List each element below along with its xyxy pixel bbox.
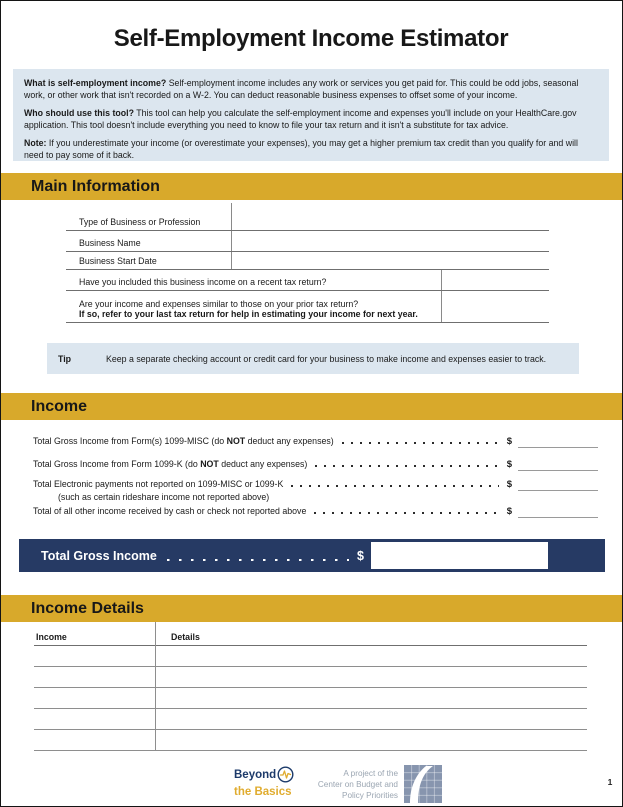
amount-cash-check-input[interactable]	[518, 505, 598, 518]
intro-lead-who: Who should use this tool?	[24, 107, 134, 118]
dot-leader	[291, 485, 498, 487]
total-gross-income-bar	[19, 539, 605, 572]
question-label	[66, 291, 441, 322]
dollar-sign: $	[506, 479, 512, 490]
question-row-similar-income	[66, 291, 549, 323]
dollar-sign: $	[357, 548, 364, 563]
recent-tax-return-input[interactable]	[441, 270, 549, 290]
dot-leader	[315, 465, 498, 467]
income-details-row[interactable]	[34, 646, 587, 667]
attribution-line: Center on Budget and	[317, 780, 398, 790]
column-header-income: Income	[36, 632, 67, 642]
dollar-sign: $	[506, 459, 512, 470]
income-row-label: Total Gross Income from Form 1099-K (do NOT deduct any expenses)	[33, 459, 308, 469]
page-title: Self-Employment Income Estimator	[113, 25, 509, 52]
project-attribution	[298, 768, 398, 801]
income-row-1099-k	[33, 448, 598, 471]
field-row-business-start-date	[66, 252, 549, 270]
section-header-income	[1, 393, 623, 420]
field-label: Business Start Date	[79, 256, 157, 266]
section-header-income-details	[1, 595, 623, 622]
intro-text-note: If you underestimate your income (or overestimate your expenses), you may get a higher premium tax credit than you qualify for and will need to pay some of it back.	[24, 137, 578, 161]
question-line-1: Are your income and expenses similar to those on your prior tax return?	[79, 299, 359, 309]
income-rows	[33, 430, 598, 518]
intro-paragraph-note	[24, 137, 597, 162]
intro-text-what: Self-employment income includes any work or services you get paid for. This could be odd jobs, seasonal work, or other work that isn't recorded on a W-2. You can deduct reasonable business expenses to offset some of your income.	[24, 78, 579, 101]
dot-leader	[342, 442, 499, 444]
logo-text-the-basics: the Basics	[234, 785, 292, 798]
income-row-label: Total Gross Income from Form(s) 1099-MISC (do NOT deduct any expenses)	[33, 436, 334, 446]
section-title-main-information: Main Information	[31, 177, 160, 195]
amount-1099-misc-input[interactable]	[518, 435, 598, 448]
business-start-date-input[interactable]	[231, 252, 549, 269]
pulse-icon	[277, 766, 294, 787]
main-information-table	[66, 203, 549, 323]
income-details-row[interactable]	[34, 688, 587, 709]
column-header-details: Details	[171, 632, 200, 642]
income-details-row[interactable]	[34, 730, 587, 751]
question-label: Have you included this business income on a recent tax return?	[79, 277, 327, 287]
section-title-income-details: Income Details	[31, 599, 144, 617]
total-gross-income-label: Total Gross Income	[41, 548, 157, 563]
income-row-cash-check	[33, 504, 598, 518]
intro-text-who: This tool can help you calculate the self-employment income and expenses you'll include on your HealthCare.gov application. This tool doesn't include everything you need to know to file your tax return and it isn't a substitute for tax advice.	[24, 107, 577, 131]
amount-1099-k-input[interactable]	[518, 458, 598, 471]
intro-paragraph-who	[24, 107, 597, 132]
income-details-row[interactable]	[34, 667, 587, 688]
intro-paragraph-what	[24, 77, 597, 102]
dollar-sign: $	[506, 506, 512, 517]
field-label: Business Name	[79, 238, 141, 248]
field-label: Type of Business or Profession	[79, 217, 201, 227]
intro-lead-what: What is self-employment income?	[24, 78, 167, 88]
dollar-sign: $	[506, 436, 512, 447]
income-details-body	[34, 646, 587, 751]
dot-leader	[314, 512, 498, 514]
attribution-line: Policy Priorities	[342, 791, 398, 801]
column-divider	[155, 622, 156, 751]
field-row-business-name	[66, 231, 549, 252]
page-number: 1	[607, 777, 613, 787]
question-row-recent-tax-return	[66, 270, 549, 291]
type-of-business-input[interactable]	[231, 203, 549, 230]
intro-lead-note: Note:	[24, 137, 47, 148]
tip-panel	[47, 343, 579, 374]
field-row-type-of-business	[66, 203, 549, 231]
amount-electronic-payments-input[interactable]	[518, 478, 598, 491]
tip-label: Tip	[58, 353, 72, 364]
tip-text: Keep a separate checking account or credit card for your business to make income and expenses easier to track.	[106, 353, 547, 364]
income-row-label: Total Electronic payments not reported on 1099-MISC or 1099-K	[33, 479, 284, 489]
similar-income-input[interactable]	[441, 291, 549, 322]
intro-panel	[13, 69, 609, 161]
income-row-1099-misc	[33, 430, 598, 448]
logo-line-beyond	[234, 769, 294, 787]
attribution-line: A project of the	[343, 769, 398, 778]
income-row-note: (such as certain rideshare income not reported above)	[58, 492, 270, 502]
logo-text-beyond: Beyond	[234, 769, 277, 781]
section-header-main-information	[1, 173, 623, 200]
question-line-2: If so, refer to your last tax return for help in estimating your income for next year.	[79, 309, 418, 319]
cbpp-logo	[404, 765, 442, 803]
business-name-input[interactable]	[231, 231, 549, 251]
income-details-table	[34, 622, 587, 751]
dot-leader	[167, 559, 349, 561]
section-title-income: Income	[31, 397, 88, 415]
beyond-the-basics-logo	[234, 769, 294, 798]
total-gross-income-input[interactable]	[371, 542, 548, 569]
income-row-electronic-payments	[33, 471, 598, 491]
income-details-row[interactable]	[34, 709, 587, 730]
income-details-header	[34, 622, 587, 646]
income-row-label: Total of all other income received by cash or check not reported above	[33, 506, 307, 516]
